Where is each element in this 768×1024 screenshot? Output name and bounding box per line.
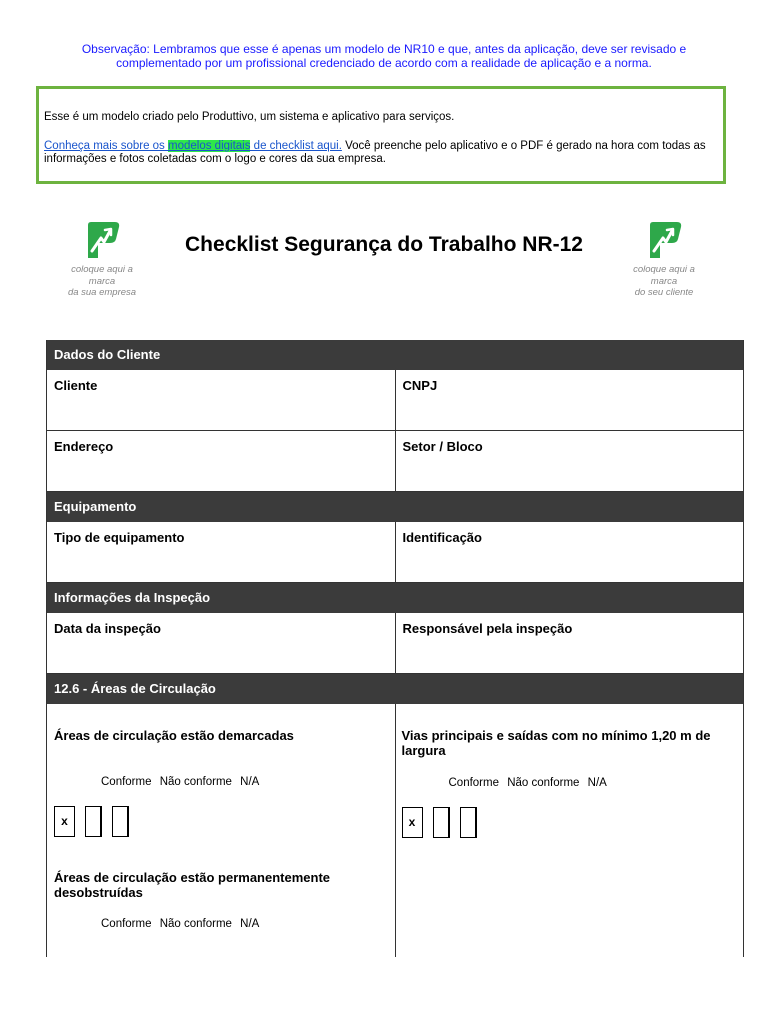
checkbox-conforme[interactable]: x (54, 806, 75, 837)
section-header-inspection: Informações da Inspeção (47, 583, 743, 613)
field-responsavel[interactable]: Responsável pela inspeção (395, 613, 744, 673)
promo-details (44, 140, 718, 166)
disclaimer-notice: Observação: Lembramos que esse é apenas um modelo de NR10 e que, antes da aplicação, deve ser revisado e complementado por um profissional credenciado de acordo com a realidade de aplicação e a norma. (81, 42, 687, 70)
question-vias-principais: Vias principais e saídas com no mínimo 1,20 m de largura (401, 728, 711, 758)
checklist-column-left (47, 704, 395, 957)
option-conforme-label: Conforme (101, 918, 152, 930)
option-labels (449, 777, 612, 789)
checklist-column-right (395, 704, 744, 957)
logo-caption-line1: coloque aqui a (633, 264, 695, 275)
field-cliente[interactable]: Cliente (54, 378, 98, 393)
option-na-label: N/A (240, 918, 260, 930)
answer-boxes (54, 806, 139, 837)
logo-caption-line3: do seu cliente (634, 287, 694, 298)
option-na-label: N/A (240, 776, 260, 788)
promo-box (36, 86, 726, 184)
promo-link-text: Conheça mais sobre os (44, 140, 169, 152)
produttivo-logo-icon (83, 222, 121, 258)
page-title: Checklist Segurança do Trabalho NR-12 (185, 233, 583, 256)
field-cnpj[interactable]: CNPJ (395, 370, 744, 430)
checklist-items (47, 704, 743, 957)
option-nao-conforme-label: Não conforme (159, 918, 232, 930)
form-row (47, 370, 743, 431)
answer-boxes (402, 807, 487, 838)
form-row (47, 522, 743, 583)
produttivo-logo-icon (645, 222, 683, 258)
checkbox-nao-conforme[interactable] (433, 807, 450, 838)
checkbox-na[interactable] (112, 806, 129, 837)
field-endereco[interactable]: Endereço (54, 439, 114, 454)
option-na-label: N/A (587, 777, 607, 789)
option-nao-conforme-label: Não conforme (507, 777, 580, 789)
logo-caption-line1: coloque aqui a (71, 264, 133, 275)
field-tipo-equipamento[interactable]: Tipo de equipamento (54, 530, 185, 545)
form-row (47, 431, 743, 492)
option-conforme-label: Conforme (448, 777, 499, 789)
logo-caption-line2: marca (650, 275, 678, 287)
section-header-equipment: Equipamento (47, 492, 743, 522)
promo-link[interactable] (44, 140, 342, 152)
logo-caption-line3: da sua empresa (67, 287, 137, 298)
promo-rest: Você preenche pelo aplicativo e o PDF é gerado na hora com todas as informações e fotos coletadas com o logo e cores da sua empresa. (44, 140, 706, 165)
field-identificacao[interactable]: Identificação (395, 522, 744, 582)
section-header-client: Dados do Cliente (47, 340, 743, 370)
promo-intro: Esse é um modelo criado pelo Produttivo, um sistema e aplicativo para serviços. (44, 111, 455, 123)
field-data-inspecao[interactable]: Data da inspeção (54, 621, 161, 636)
client-logo-placeholder (614, 222, 714, 299)
checklist-form (46, 340, 744, 957)
logo-caption-line2: marca (88, 275, 116, 287)
option-labels (101, 776, 264, 788)
field-setor[interactable]: Setor / Bloco (395, 431, 744, 491)
company-logo-placeholder (52, 222, 152, 299)
option-labels (101, 918, 264, 930)
checkbox-conforme[interactable]: x (402, 807, 423, 838)
option-nao-conforme-label: Não conforme (159, 776, 232, 788)
promo-link-highlight: modelos digitais (168, 140, 251, 152)
checkbox-na[interactable] (460, 807, 477, 838)
form-row (47, 613, 743, 674)
section-header-areas: 12.6 - Áreas de Circulação (47, 674, 743, 704)
question-desobstruidas: Áreas de circulação estão permanentemente desobstruídas (54, 870, 331, 900)
option-conforme-label: Conforme (101, 776, 152, 788)
promo-link-text-end: de checklist aqui. (250, 140, 342, 152)
checkbox-nao-conforme[interactable] (85, 806, 102, 837)
question-demarcadas: Áreas de circulação estão demarcadas (54, 728, 294, 743)
